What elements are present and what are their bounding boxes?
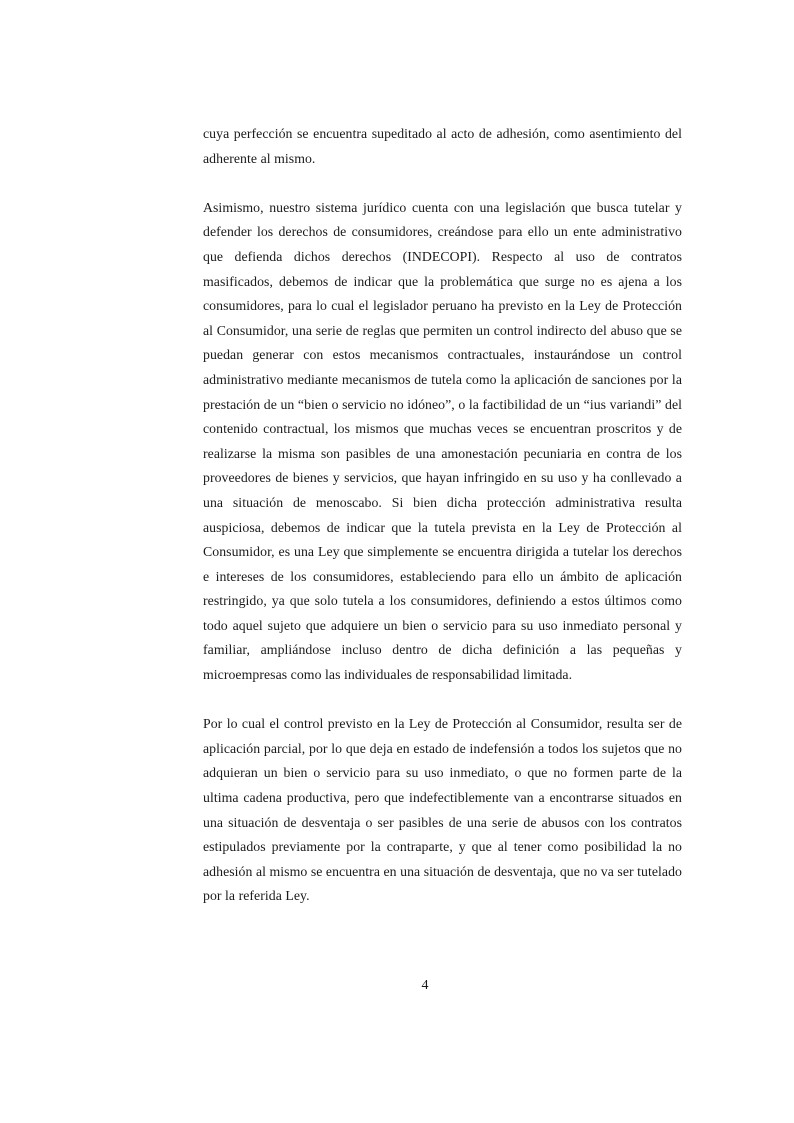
paragraph-continuation: cuya perfección se encuentra supeditado al acto de adhesión, como asentimiento del adherente al mismo. <box>203 126 682 166</box>
body-text <box>203 122 682 909</box>
paragraph-consumer-protection: Asimismo, nuestro sistema jurídico cuenta con una legislación que busca tutelar y defender los derechos de consumidores, creándose para ello un ente administrativo que defienda dichos derechos (INDECOPI). Respecto al uso de contratos masificados, debemos de indicar que la problemática que surge no es ajena a los consumidores, para lo cual el legislador peruano ha previsto en la Ley de Protección al Consumidor, una serie de reglas que permiten un control indirecto del abuso que se puedan generar con estos mecanismos contractuales, instaurándose un control administrativo mediante mecanismos de tutela como la aplicación de sanciones por la prestación de un “bien o servicio no idóneo”, o la factibilidad de un “ius variandi” del contenido contractual, los mismos que muchas veces se encuentran proscritos y de realizarse la misma son pasibles de una amonestación pecuniaria en contra de los proveedores de bienes y servicios, que hayan infringido en su uso y ha conllevado a una situación de menoscabo. Si bien dicha protección administrativa resulta auspiciosa, debemos de indicar que la tutela prevista en la Ley de Protección al Consumidor, es una Ley que simplemente se encuentra dirigida a tutelar los derechos e intereses de los consumidores, estableciendo para ello un ámbito de aplicación restringido, ya que solo tutela a los consumidores, definiendo a estos últimos como todo aquel sujeto que adquiere un bien o servicio para su uso inmediato personal y familiar, ampliándose incluso dentro de dicha definición a las pequeñas y microempresas como las individuales de responsabilidad limitada. <box>203 199 682 683</box>
page-number: 4 <box>421 978 429 993</box>
paragraph-partial-control: Por lo cual el control previsto en la Ley de Protección al Consumidor, resulta ser de aplicación parcial, por lo que deja en estado de indefensión a todos los sujetos que no adquieran un bien o servicio para su uso inmediato, o que no formen parte de la ultima cadena productiva, pero que indefectiblemente van a encontrarse situados en una situación de desventaja o ser pasibles de una serie de abusos con los contratos estipulados previamente por la contraparte, y que al tener como posibilidad la no adhesión al mismo se encuentra en una situación de desventaja, que no va ser tutelado por la referida Ley. <box>203 716 682 904</box>
